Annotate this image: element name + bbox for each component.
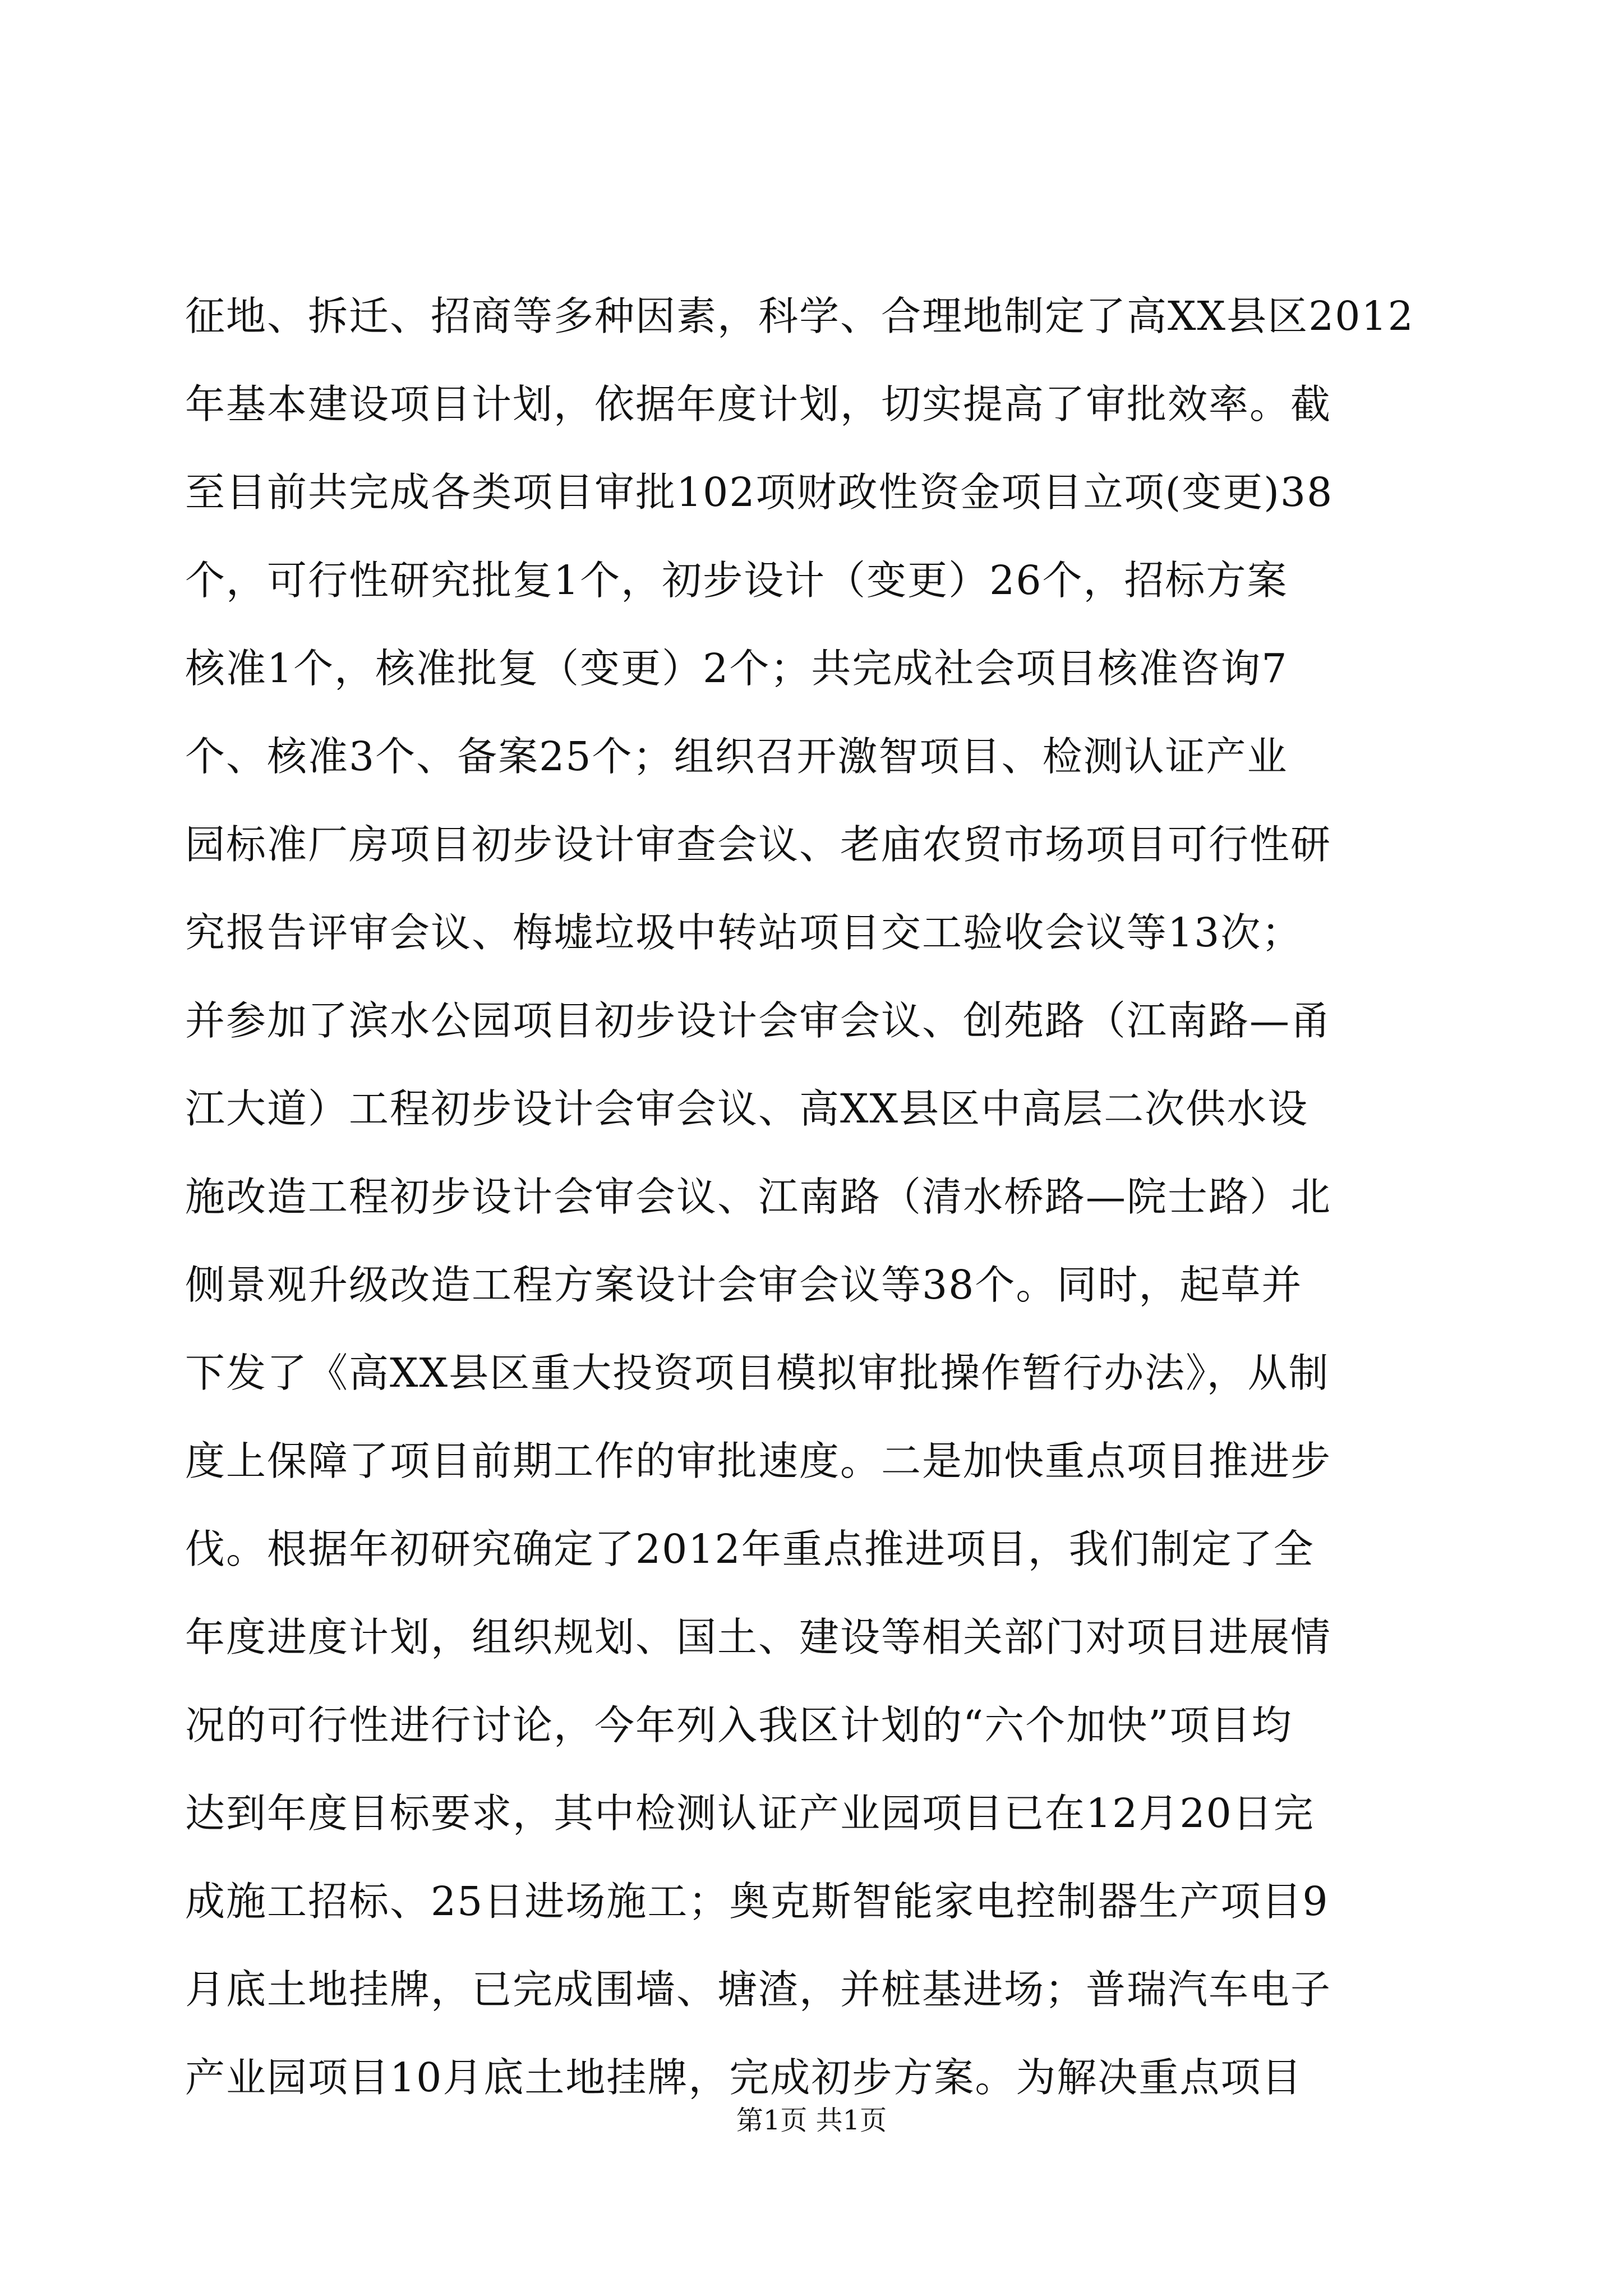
text-line: 月底土地挂牌，已完成围墙、塘渣，并桩基进场；普瑞汽车电子 [185,1966,1332,2013]
text-line: 况的可行性进行讨论，今年列入我区计划的“六个加快”项目均 [185,1702,1293,1749]
text-line: 征地、拆迁、招商等多种因素，科学、合理地制定了高XX县区2012 [185,293,1414,339]
text-line: 度上保障了项目前期工作的审批速度。二是加快重点项目推进步 [185,1438,1332,1484]
text-line: 个，可行性研究批复1个，初步设计（变更）26个，招标方案 [185,557,1288,604]
text-line: 个、核准3个、备案25个；组织召开激智项目、检测认证产业 [185,733,1288,780]
text-line: 并参加了滨水公园项目初步设计会审会议、创苑路（江南路—甬 [185,997,1332,1044]
body-text [185,272,1441,2122]
text-line: 伐。根据年初研究确定了2012年重点推进项目，我们制定了全 [185,1526,1315,1572]
text-line: 产业园项目10月底土地挂牌，完成初步方案。为解决重点项目 [185,2054,1303,2101]
text-line: 究报告评审会议、梅墟垃圾中转站项目交工验收会议等13次； [185,909,1303,956]
text-line: 下发了《高XX县区重大投资项目模拟审批操作暂行办法》，从制 [185,1350,1330,1396]
text-line: 年度进度计划，组织规划、国土、建设等相关部门对项目进展情 [185,1614,1332,1660]
page-footer: 第1页 共1页 [736,2105,887,2136]
text-line: 成施工招标、25日进场施工；奥克斯智能家电控制器生产项目9 [185,1878,1329,1925]
text-line: 核准1个，核准批复（变更）2个；共完成社会项目核准咨询7 [185,645,1288,692]
text-line: 园标准厂房项目初步设计审查会议、老庙农贸市场项目可行性研 [185,821,1332,868]
text-line: 侧景观升级改造工程方案设计会审会议等38个。同时，起草并 [185,1262,1303,1308]
text-line: 年基本建设项目计划，依据年度计划，切实提高了审批效率。截 [185,381,1332,427]
text-line: 江大道）工程初步设计会审会议、高XX县区中高层二次供水设 [185,1085,1309,1132]
text-line: 至目前共完成各类项目审批102项财政性资金项目立项(变更)38 [185,469,1334,516]
text-line: 达到年度目标要求，其中检测认证产业园项目已在12月20日完 [185,1790,1315,1837]
text-line: 施改造工程初步设计会审会议、江南路（清水桥路—院士路）北 [185,1174,1332,1220]
